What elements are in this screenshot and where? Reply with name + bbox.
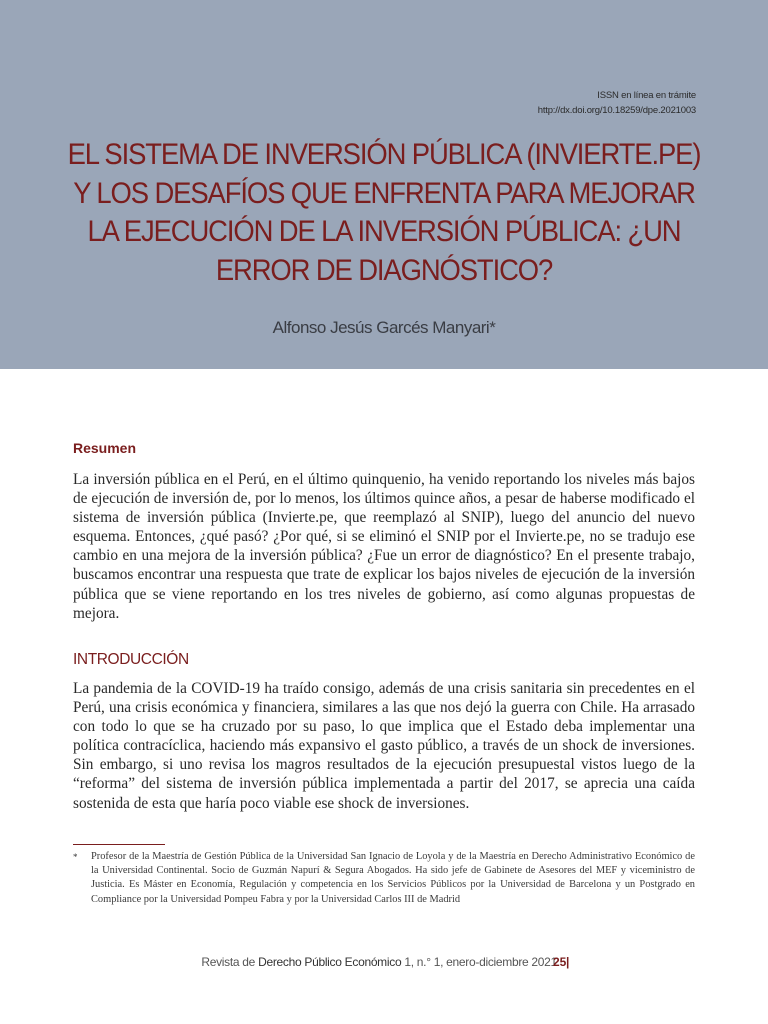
title-line: ERROR DE DIAGNÓSTICO? [215,253,553,287]
footer-separator: | [565,955,569,969]
footer-prefix: Revista de [201,955,259,969]
running-footer [78,955,578,969]
abstract-text: La inversión pública en el Perú, en el último quinquenio, ha venido reportando los niveles más bajos de ejecución de inversión de, por lo menos, los últimos quince años, a pesar de haberse modificado el sistema de inversión pública (Invierte.pe, que reemplazó al SNIP), luego del anuncio del nuevo esquema. Entonces, ¿qué pasó? ¿Por qué, si se eliminó el SNIP por el Invierte.pe, no se tradujo ese cambio en una mejora de la inversión pública? ¿Fue un error de diagnóstico? En el presente trabajo, buscamos encontrar una respuesta que trate de explicar los bajos niveles de ejecución de la inversión pública que se viene reportando en los tres niveles de gobierno, así como algunas propuestas de mejora. [73,471,695,622]
page-number [553,955,566,969]
title-line: Y LOS DESAFÍOS QUE ENFRENTA PARA MEJORAR [73,176,695,210]
title-line: EL SISTEMA DE INVERSIÓN PÚBLICA (INVIERTE.PE) [67,138,701,171]
issn-block [538,88,696,118]
introduction-heading: INTRODUCCIÓN [73,651,189,668]
issn-text: ISSN en línea en trámite [597,90,696,101]
page-number-value: 25 [553,955,567,969]
footnote-divider [73,844,165,845]
footnote-mark: * [73,852,78,862]
footer-issue: 1, n.° 1, enero-diciembre 2021 [401,955,557,969]
abstract-heading: Resumen [73,440,137,456]
journal-name: Derecho Público Económico [258,955,402,969]
article-title [64,136,704,290]
doi-link[interactable]: http://dx.doi.org/10.18259/dpe.2021003 [537,105,696,116]
author-name: Alfonso Jesús Garcés Manyari* [272,318,496,337]
introduction-text: La pandemia de la COVID-19 ha traído consigo, además de una crisis sanitaria sin precedentes en el Perú, una crisis económica y financiera, similares a las que nos dejó la guerra con Chile. Ha arrasado con todo lo que se ha cruzado por su paso, lo que implica que el Estado deba implementar una política contracíclica, haciendo más expansivo el gasto público, a través de un shock de inversiones. Sin embargo, si uno revisa los magros resultados de la ejecución presupuestal vistos luego de la “reforma” del sistema de inversión pública implementada a partir del 2017, se aprecia una caída sostenida de esta que haría poco viable ese shock de inversiones. [73,680,695,812]
footnote-text: Profesor de la Maestría de Gestión Pública de la Universidad San Ignacio de Loyola y de la Maestría en Derecho Administrativo Económico de la Universidad Continental. Socio de Guzmán Napurí & Segura Abogados. Ha sido jefe de Gabinete de Asesores del MEF y viceministro de Justicia. Es Máster en Economía, Regulación y competencia en los Servicios Públicos por la Universidad de Barcelona y un Postgrado en Compliance por la Universidad Pompeu Fabra y por la Universidad Carlos III de Madrid [91,851,695,905]
title-line: LA EJECUCIÓN DE LA INVERSIÓN PÚBLICA: ¿UN [87,215,681,248]
